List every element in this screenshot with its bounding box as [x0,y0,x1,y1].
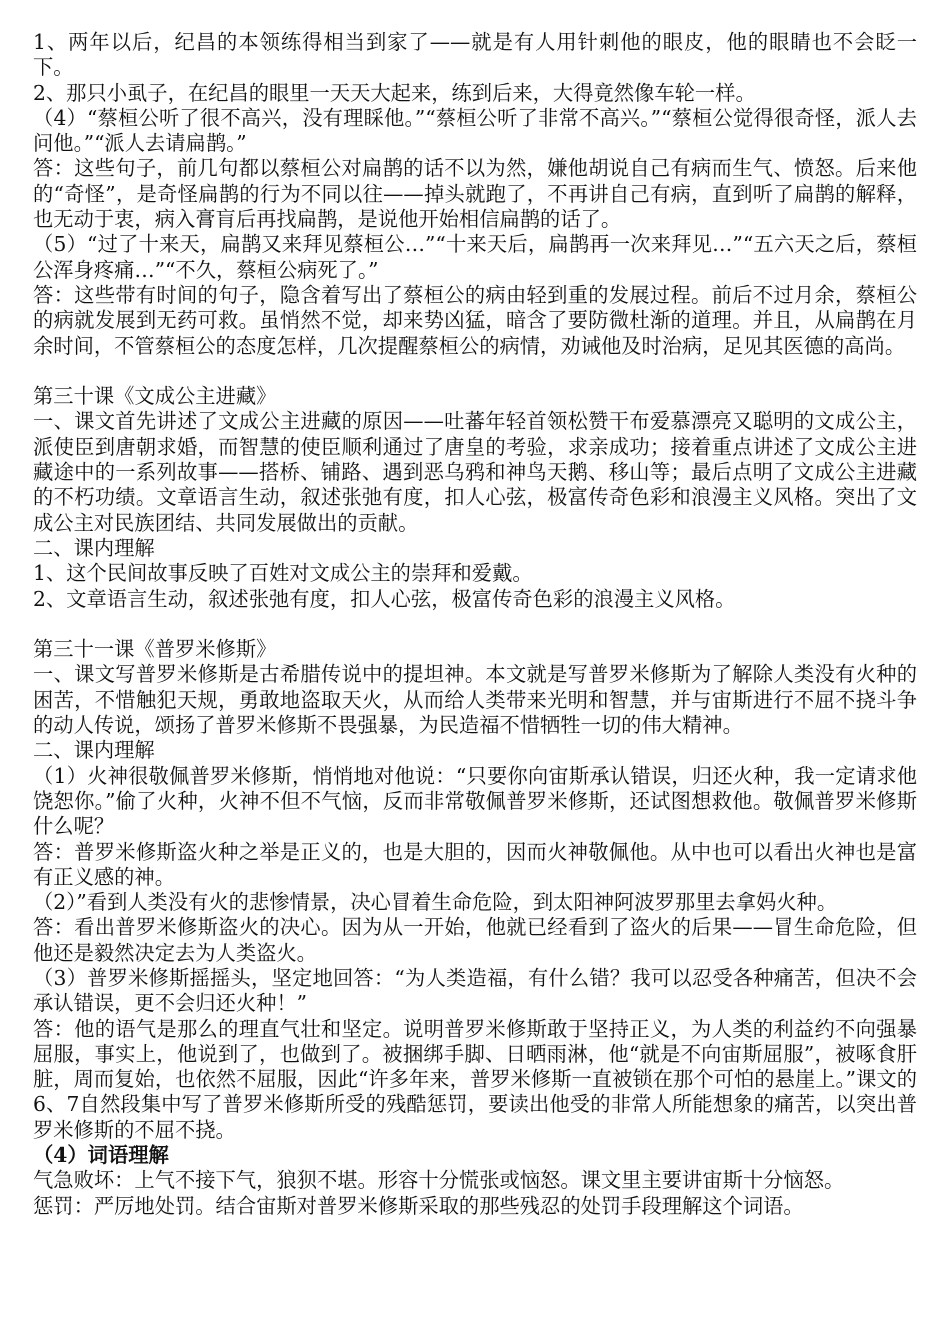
lesson-31-question-2: （2）”看到人类没有火的悲惨情景，决心冒着生命危险，到太阳神阿波罗那里去拿妈火种。 [33,890,838,915]
paragraph-jichang-1: 1、两年以后，纪昌的本领练得相当到家了——就是有人用针刺他的眼皮，他的眼睛也不会眨一下。 [33,30,917,80]
vocab-item-chengfa: 惩罚：严厉地处罚。结合宙斯对普罗米修斯采取的那些残忍的处罚手段理解这个词语。 [33,1193,804,1218]
question-5-quotes: （5）“过了十来天，扁鹊又来拜见蔡桓公…”“十来天后，扁鹊再一次来拜见…”“五六天之后，蔡桓公浑身疼痛…”“不久，蔡桓公病死了。” [33,232,917,282]
lesson-31-vocab-heading: （4）词语理解 [33,1143,169,1168]
lesson-31-question-1: （1）火神很敬佩普罗米修斯，悄悄地对他说：“只要你向宙斯承认错误，归还火种，我一定请求他饶恕你。”偷了火种，火神不但不气恼，反而非常敬佩普罗米修斯，还试图想救他。敬佩普罗米修斯什么呢？ [33,763,917,839]
blank-line [33,612,917,637]
question-4-quotes: （4）“蔡桓公听了很不高兴，没有理睬他。”“蔡桓公听了非常不高兴。”“蔡桓公觉得很奇怪，派人去问他。”“派人去请扁鹊。” [33,105,917,156]
lesson-30-point-2: 2、文章语言生动，叙述张弛有度，扣人心弦，极富传奇色彩的浪漫主义风格。 [33,586,736,611]
lesson-30-title: 第三十课《文成公主进藏》 [33,384,277,409]
lesson-31-answer-2: 答：看出普罗米修斯盗火的决心。因为从一开始，他就已经看到了盗火的后果——冒生命危险，但他还是毅然决定去为人类盗火。 [33,915,917,965]
lesson-30-point-1: 1、这个民间故事反映了百姓对文成公主的崇拜和爱戴。 [33,561,533,586]
lesson-30-summary: 一、课文首先讲述了文成公主进藏的原因——吐蕃年轻首领松赞干布爱慕漂亮又聪明的文成公主，派使臣到唐朝求婚，而智慧的使臣顺利通过了唐皇的考验，求亲成功；接着重点讲述了文成公主进藏途中的一系列故事——搭桥、铺路、遇到恶乌鸦和神鸟天鹅、移山等；最后点明了文成公主进藏的不朽功绩。文章语言生动，叙述张弛有度，扣人心弦，极富传奇色彩和浪漫主义风格。突出了文成公主对民族团结、共同发展做出的贡献。 [33,409,917,535]
lesson-31-title: 第三十一课《普罗米修斯》 [33,637,277,662]
document-body [33,30,917,1219]
vocab-item-qijibaihuai: 气急败坏：上气不接下气，狼狈不堪。形容十分慌张或恼怒。课文里主要讲宙斯十分恼怒。 [33,1168,845,1193]
paragraph-jichang-2: 2、那只小虱子，在纪昌的眼里一天天大起来，练到后来，大得竟然像车轮一样。 [33,80,756,105]
lesson-31-section-heading: 二、课内理解 [33,738,155,763]
lesson-31-summary: 一、课文写普罗米修斯是古希腊传说中的提坦神。本文就是写普罗米修斯为了解除人类没有火种的困苦，不惜触犯天规，勇敢地盗取天火，从而给人类带来光明和智慧，并与宙斯进行不屈不挠斗争的动人传说，颂扬了普罗米修斯不畏强暴，为民造福不惜牺牲一切的伟大精神。 [33,662,917,738]
lesson-30-section-heading: 二、课内理解 [33,535,155,560]
lesson-31-answer-3: 答：他的语气是那么的理直气壮和坚定。说明普罗米修斯敢于坚持正义，为人类的利益约不向强暴屈服，事实上，他说到了，也做到了。被捆绑手脚、日晒雨淋，他“就是不向宙斯屈服”，被啄食肝脏，周而复始，也依然不屈服，因此“许多年来，普罗米修斯一直被锁在那个可怕的悬崖上。”课文的6、7自然段集中写了普罗米修斯所受的残酷惩罚，要读出他受的非常人所能想象的痛苦，以突出普罗米修斯的不屈不挠。 [33,1016,917,1142]
lesson-31-answer-1: 答：普罗米修斯盗火种之举是正义的，也是大胆的，因而火神敬佩他。从中也可以看出火神也是富有正义感的神。 [33,839,917,889]
answer-4: 答：这些句子，前几句都以蔡桓公对扁鹊的话不以为然，嫌他胡说自己有病而生气、愤怒。后来他的“奇怪”，是奇怪扁鹊的行为不同以往——掉头就跑了，不再讲自己有病，直到听了扁鹊的解释，也无动于衷，病入膏肓后再找扁鹊，是说他开始相信扁鹊的话了。 [33,156,917,232]
answer-5: 答：这些带有时间的句子，隐含着写出了蔡桓公的病由轻到重的发展过程。前后不过月余，蔡桓公的病就发展到无药可救。虽悄然不觉，却来势凶猛，暗含了要防微杜渐的道理。并且，从扁鹊在月余时间，不管蔡桓公的态度怎样，几次提醒蔡桓公的病情，劝诫他及时治病，足见其医德的高尚。 [33,282,917,358]
lesson-31-question-3: （3）普罗米修斯摇摇头，坚定地回答：“为人类造福，有什么错？我可以忍受各种痛苦，但决不会承认错误，更不会归还火种！” [33,965,917,1016]
blank-line [33,359,917,384]
